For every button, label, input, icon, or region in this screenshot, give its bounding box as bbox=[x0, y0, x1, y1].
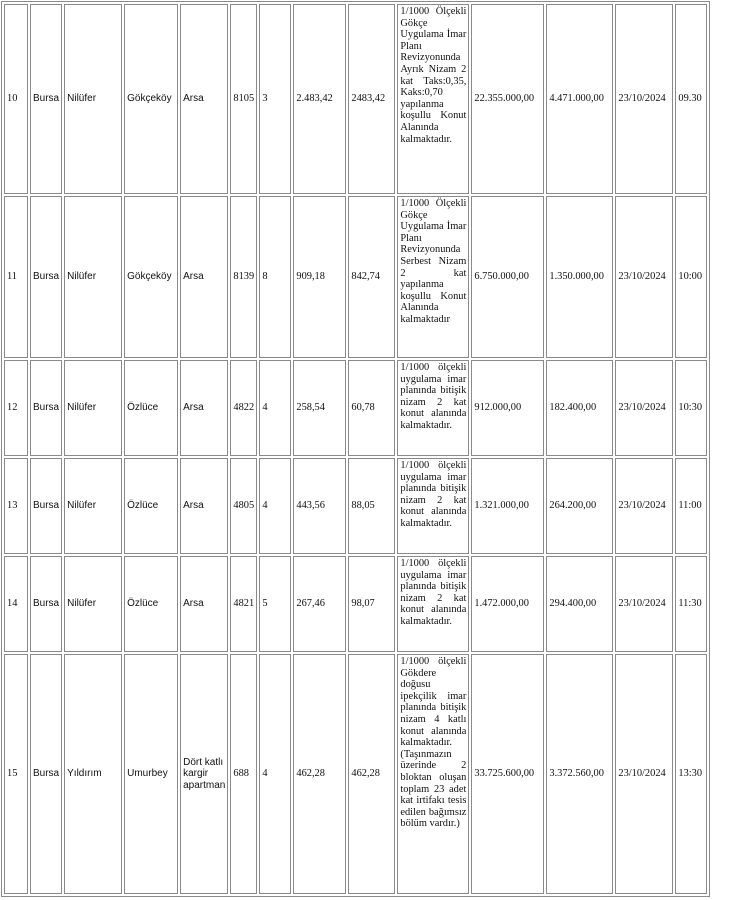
parcel-cell: 8105 bbox=[230, 4, 257, 194]
share-area-cell: 60,78 bbox=[348, 360, 395, 456]
lot-cell: 3 bbox=[259, 4, 291, 194]
estimated-price-cell: 1.321.000,00 bbox=[471, 458, 544, 554]
property-auction-table bbox=[1, 1, 710, 897]
auction-date-cell: 23/10/2024 bbox=[615, 4, 673, 194]
neighborhood-cell: Gökçeköy bbox=[124, 196, 178, 358]
share-area-cell: 98,07 bbox=[348, 556, 395, 652]
city-cell: Bursa bbox=[30, 360, 62, 456]
area-cell: 443,56 bbox=[293, 458, 346, 554]
auction-time-cell: 11:30 bbox=[675, 556, 707, 652]
row-number: 15 bbox=[4, 654, 28, 894]
zoning-description-cell bbox=[397, 654, 469, 894]
auction-date-cell: 23/10/2024 bbox=[615, 360, 673, 456]
estimated-price-cell: 912.000,00 bbox=[471, 360, 544, 456]
auction-date-cell: 23/10/2024 bbox=[615, 196, 673, 358]
auction-date-cell: 23/10/2024 bbox=[615, 458, 673, 554]
zoning-description-cell bbox=[397, 4, 469, 194]
zoning-description-text: 1/1000 ölçekli uygulama imar planında bitişik nizam 2 kat konut alanında kalmaktadır. bbox=[400, 460, 467, 529]
auction-time-cell: 10:30 bbox=[675, 360, 707, 456]
lot-cell: 8 bbox=[259, 196, 291, 358]
deposit-cell: 4.471.000,00 bbox=[546, 4, 613, 194]
area-cell: 909,18 bbox=[293, 196, 346, 358]
district-cell: Yıldırım bbox=[64, 654, 122, 894]
estimated-price-cell: 1.472.000,00 bbox=[471, 556, 544, 652]
row-number: 14 bbox=[4, 556, 28, 652]
neighborhood-cell: Gökçeköy bbox=[124, 4, 178, 194]
share-area-cell: 842,74 bbox=[348, 196, 395, 358]
area-cell: 267,46 bbox=[293, 556, 346, 652]
district-cell: Nilüfer bbox=[64, 196, 122, 358]
city-cell: Bursa bbox=[30, 556, 62, 652]
property-type-cell: Dört katlı kargir apartman bbox=[180, 654, 228, 894]
row-number: 12 bbox=[4, 360, 28, 456]
neighborhood-cell: Özlüce bbox=[124, 360, 178, 456]
auction-time-cell: 10:00 bbox=[675, 196, 707, 358]
table-row bbox=[4, 654, 707, 894]
district-cell: Nilüfer bbox=[64, 360, 122, 456]
table-row bbox=[4, 360, 707, 456]
city-cell: Bursa bbox=[30, 4, 62, 194]
district-cell: Nilüfer bbox=[64, 556, 122, 652]
area-cell: 258,54 bbox=[293, 360, 346, 456]
share-area-cell: 462,28 bbox=[348, 654, 395, 894]
row-number: 13 bbox=[4, 458, 28, 554]
deposit-cell: 182.400,00 bbox=[546, 360, 613, 456]
deposit-cell: 1.350.000,00 bbox=[546, 196, 613, 358]
zoning-description-text: 1/1000 Ölçekli Gökçe Uygulama İmar Planı Revizyonunda Serbest Nizam 2 kat yapılanma koşullu Konut Alanında kalmaktadır bbox=[400, 198, 467, 325]
property-type-cell: Arsa bbox=[180, 556, 228, 652]
lot-cell: 5 bbox=[259, 556, 291, 652]
deposit-cell: 294.400,00 bbox=[546, 556, 613, 652]
auction-date-cell: 23/10/2024 bbox=[615, 556, 673, 652]
lot-cell: 4 bbox=[259, 654, 291, 894]
parcel-cell: 4822 bbox=[230, 360, 257, 456]
zoning-description-cell bbox=[397, 360, 469, 456]
deposit-cell: 264.200,00 bbox=[546, 458, 613, 554]
share-area-cell: 2483,42 bbox=[348, 4, 395, 194]
row-number: 11 bbox=[4, 196, 28, 358]
neighborhood-cell: Özlüce bbox=[124, 556, 178, 652]
district-cell: Nilüfer bbox=[64, 4, 122, 194]
district-cell: Nilüfer bbox=[64, 458, 122, 554]
zoning-description-cell bbox=[397, 458, 469, 554]
estimated-price-cell: 22.355.000,00 bbox=[471, 4, 544, 194]
zoning-description-text: 1/1000 ölçekli Gökdere doğusu ipekçilik imar planında bitişik nizam 4 katlı konut alanında kalmaktadır. (Taşınmazın üzerinde 2 bloktan oluşan toplam 23 adet kat irtifakı tesis edilen bağımsız bölüm vardır.) bbox=[400, 656, 467, 830]
table-row bbox=[4, 196, 707, 358]
city-cell: Bursa bbox=[30, 458, 62, 554]
table-row bbox=[4, 556, 707, 652]
zoning-description-text: 1/1000 ölçekli uygulama imar planında bitişik nizam 2 kat konut alanında kalmaktadır. bbox=[400, 362, 467, 431]
estimated-price-cell: 33.725.600,00 bbox=[471, 654, 544, 894]
property-type-cell: Arsa bbox=[180, 196, 228, 358]
zoning-description-cell bbox=[397, 196, 469, 358]
parcel-cell: 4805 bbox=[230, 458, 257, 554]
neighborhood-cell: Umurbey bbox=[124, 654, 178, 894]
auction-time-cell: 09.30 bbox=[675, 4, 707, 194]
table-row bbox=[4, 458, 707, 554]
neighborhood-cell: Özlüce bbox=[124, 458, 178, 554]
area-cell: 462,28 bbox=[293, 654, 346, 894]
parcel-cell: 688 bbox=[230, 654, 257, 894]
zoning-description-text: 1/1000 Ölçekli Gökçe Uygulama İmar Planı Revizyonunda Ayrık Nizam 2 kat Taks:0,35, Kaks:0,70 yapılanma koşullu Konut Alanında kalmaktadır. bbox=[400, 6, 467, 145]
lot-cell: 4 bbox=[259, 360, 291, 456]
estimated-price-cell: 6.750.000,00 bbox=[471, 196, 544, 358]
zoning-description-text: 1/1000 ölçekli uygulama imar planında bitişik nizam 2 kat konut alanında kalmaktadır. bbox=[400, 558, 467, 627]
property-type-cell: Arsa bbox=[180, 360, 228, 456]
property-type-cell: Arsa bbox=[180, 4, 228, 194]
city-cell: Bursa bbox=[30, 196, 62, 358]
table-body bbox=[4, 4, 707, 894]
deposit-cell: 3.372.560,00 bbox=[546, 654, 613, 894]
auction-time-cell: 13:30 bbox=[675, 654, 707, 894]
share-area-cell: 88,05 bbox=[348, 458, 395, 554]
zoning-description-cell bbox=[397, 556, 469, 652]
property-type-cell: Arsa bbox=[180, 458, 228, 554]
city-cell: Bursa bbox=[30, 654, 62, 894]
auction-date-cell: 23/10/2024 bbox=[615, 654, 673, 894]
auction-time-cell: 11:00 bbox=[675, 458, 707, 554]
parcel-cell: 4821 bbox=[230, 556, 257, 652]
parcel-cell: 8139 bbox=[230, 196, 257, 358]
area-cell: 2.483,42 bbox=[293, 4, 346, 194]
lot-cell: 4 bbox=[259, 458, 291, 554]
row-number: 10 bbox=[4, 4, 28, 194]
table-row bbox=[4, 4, 707, 194]
